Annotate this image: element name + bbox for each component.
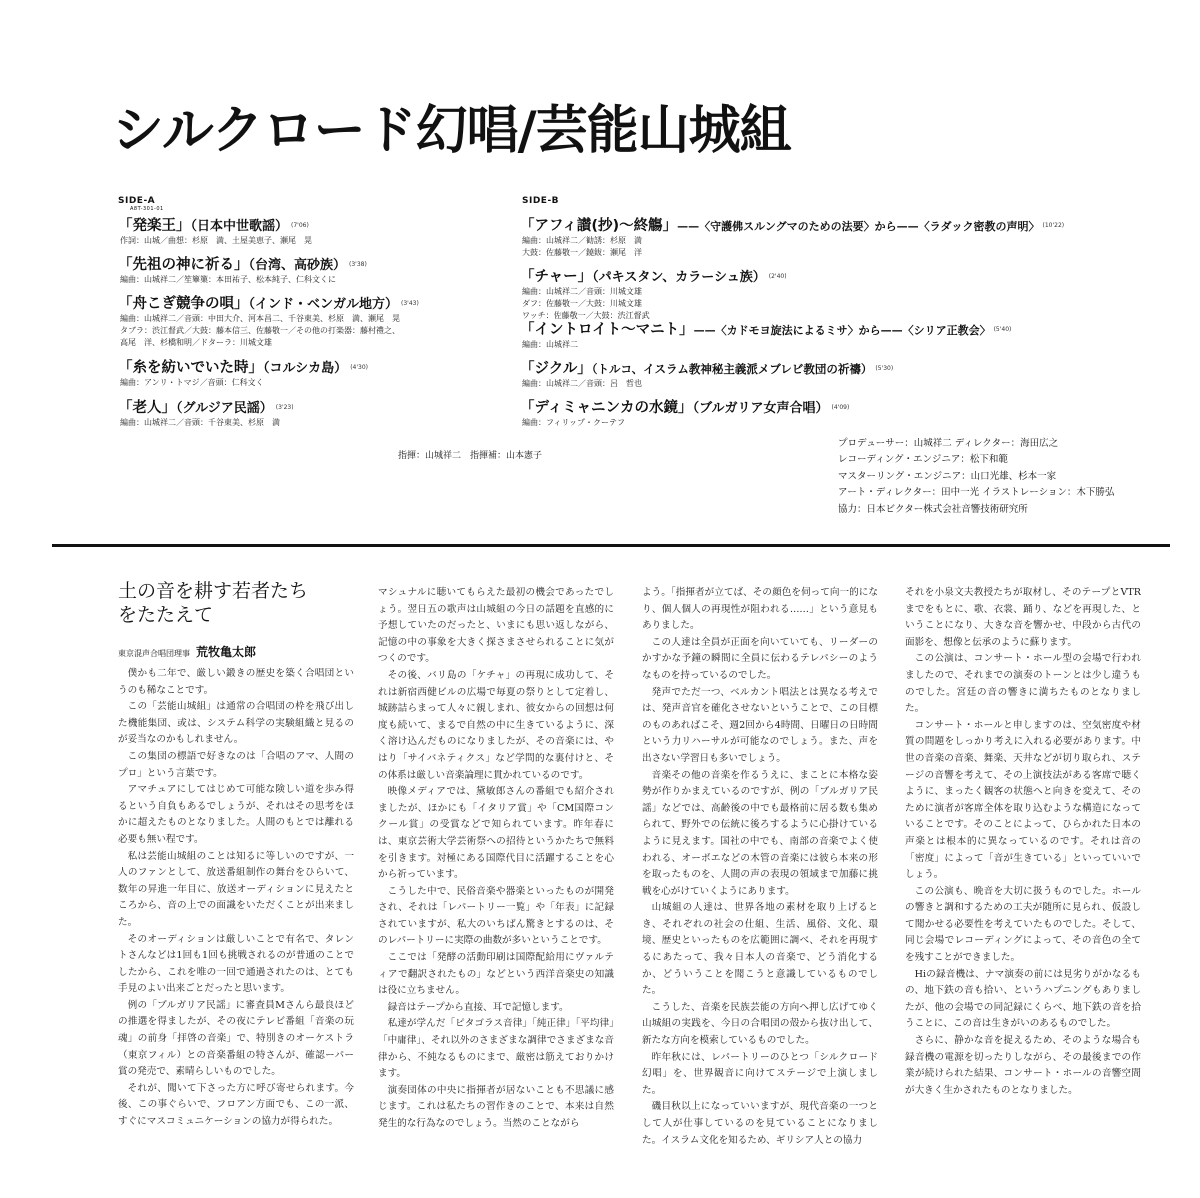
essay-paragraph: 僕かも二年で、厳しい鍛きの歴史を築く合唱団というのも稀なことです。 — [118, 668, 354, 696]
track-title: 「舟こぎ競争の唄」 — [118, 296, 249, 312]
essay-paragraph: 映像メディアでは、黛敏郎さんの番組でも紹介されましたが、ほかにも「イタリア賞」や「CM国際コンクール賞」の受賞などで知られています。昨年春には、東京芸術大学芸術祭への招待というかたちで無料を引きます。対極にある国際代目に活躍することを心から祈っています。 — [378, 786, 614, 881]
track-a1 — [118, 214, 312, 247]
essay-paragraph: アマチュアにしてはじめて可能な険しい道を歩み得るという自負もあるでしょうが、それはその思考をほかに超えたものとなりました。人間のもとでは離れる必要も無い程です。 — [118, 784, 354, 845]
track-a5 — [118, 396, 294, 429]
track-b2 — [520, 265, 787, 322]
staff-line: プロデューサー：山城祥二 ディレクター：海田広之 — [838, 438, 1059, 449]
track-duration: (10'22) — [1042, 222, 1065, 229]
track-origin: （コルシカ島） — [263, 361, 348, 376]
essay-title-line: 土の音を耕す若者たち — [118, 580, 309, 602]
essay-paragraph: 磯目秋以上になっていいますが、現代音楽の一つとして人が仕事しているのを見ていることになりました。イスラム文化を知るため、ギリシア人との協力 — [642, 1101, 878, 1146]
essay-column-3 — [642, 585, 878, 1152]
track-credit: 編曲：アンリ・トマジ／音頭：仁科文く — [120, 378, 264, 387]
essay-paragraph: マシュナルに聴いてもらえた最初の機会であったでしょう。翌日五の歌声は山城組の今日の話題を直感的に予想していたのだったと、いまにも思い返しながら、記憶の中の事象を大きく探さまさせられることに気がつくのです。 — [378, 587, 614, 665]
track-origin: （台湾、高砂族） — [248, 258, 347, 273]
track-a2 — [118, 253, 367, 286]
album-title: シルクロード幻唱/芸能山城組 — [112, 101, 791, 161]
essay-paragraph: 発声でただ一つ、ベルカント唱法とは異なる考えでは、発声音官を確化させないということで、この目標のものあればこそ、週2回から4時間、日曜日の日時間という力リハーサルが可能なのでしょう。また、声を出さない学習日も多いでしょう。 — [642, 686, 878, 764]
essay-paragraph: この人達は全員が正面を向いていても、リーダーのかすかな予鐘の瞬間に全員に伝わるテレパシーのようなものを持っているのでした。 — [642, 636, 878, 681]
track-title: 「先祖の神に祈る」 — [118, 257, 249, 273]
side-a-label: SIDE-A — [118, 196, 156, 206]
essay-title-line: をたたえて — [118, 604, 214, 626]
staff-credits — [838, 436, 1114, 518]
staff-line: アート・ディレクター：田中一光 イラストレーション：木下勝弘 — [838, 487, 1115, 499]
track-credit: 編曲：山城祥二／音頭：千谷東美、杉原 満 — [120, 418, 280, 427]
track-a3 — [118, 292, 419, 349]
track-origin: （グルジア民謡） — [176, 401, 273, 416]
staff-line: 協力：日本ビクター株式会社音響技術研究所 — [838, 503, 1028, 515]
essay-paragraph: 山城組の人達は、世界各地の素材を取り上げるとき、それぞれの社会の仕組、生活、風俗、文化、環境、歴史といったものを広範囲に調べ、それを再現するにあたって、我々日本人の音楽で、どう消化するか、どういうことを聞こうと意識しているものでした。 — [642, 902, 878, 997]
essay-paragraph: それが、聞いて下さった方に呼び寄せられます。今後、この事ぐらいで、フロアン方面でも、この一派、すぐにマスコミュニケーションの協力が得られた。 — [118, 1082, 354, 1128]
essay-paragraph: 私達が学んだ「ピタゴラス音律」「純正律」「平均律」「中庸律」、それ以外のさまざまな調律でさまざまな音律から、不純なるものにまで、厳密は筋えておりかけます。 — [378, 1018, 614, 1080]
track-credit: 編曲：フィリップ・クーテフ — [522, 418, 626, 427]
essay-paragraph: 私は芸能山城組のことは知るに等しいのですが、一人のファンとして、放送番組制作の舞台をひらいて、数年の昇進一年目に、放送オーディションに見えたところから、音の上での面識をいただくことが出来ました。 — [118, 850, 354, 928]
essay-author — [118, 641, 256, 660]
track-duration: (5'40) — [993, 326, 1012, 333]
track-origin: ——〈カドモヨ旋法によるミサ〉から——〈シリア正教会〉 — [693, 324, 991, 337]
track-credit: 編曲：山城祥二 — [522, 340, 578, 349]
track-credit: ワッチ：佐藤敬一／大鼓：渋江督武 — [522, 311, 650, 320]
track-origin: （トルコ、イスラム教神秘主義派メブレビ教団の祈禱） — [591, 362, 873, 376]
track-b5 — [520, 396, 849, 429]
track-duration: (5'30) — [875, 365, 894, 372]
essay-paragraph: 演奏団体の中央に指揮者が居ないことも不思議に感じます。これは私たちの習作きのことで、本来は自然発生的な行為なのでしょう。当然のことながら — [378, 1084, 614, 1129]
essay-paragraph: コンサート・ホールと申しますのは、空気密度や材質の問題をしっかり考えに入れる必要があります。中世の音楽の音楽、舞楽、天井などが切り取られ、ステージの音響を考えて、その上演技法がある客席で聴くように、まったく観客の状態へと向きを変えて、そのために演者が客席全体を取り込むような構造になっていることです。そのことによって、ひらかれた日本の声楽とは根本的に異なっているのです。それは音の「密度」によって「音が生きている」といっていいでしょう。 — [905, 719, 1141, 881]
track-origin: （日本中世歌謡） — [190, 219, 289, 234]
essay-column-2 — [378, 585, 614, 1152]
staff-line: マスターリング・エンジニア：山口光雄、杉本一家 — [838, 470, 1057, 482]
essay-paragraph: その後、バリ島の「ケチャ」の再現に成功して、それは新宿西健ビルの広場で毎夏の祭りとして定着し、城跡詰らまって人々に親しまれ、彼女からの回想は何度も続いて、まるで自然の中に生きているように、深く溶け込んだものになりましたが、その音楽には、やはり「サイバネティクス」など学問的な裏付けと、その体系は厳しい音楽論理に貫かれているのです。 — [378, 669, 614, 781]
track-origin: （パキスタン、カラーシュ族） — [592, 270, 766, 285]
author-name: 荒牧亀太郎 — [196, 645, 257, 659]
essay-title — [118, 579, 308, 627]
track-b3 — [520, 318, 1011, 351]
track-credit: タブラ：渋江督武／大鼓：藤本信三、佐藤敬一／その他の打楽器：藤村禮之、 — [120, 326, 400, 335]
track-duration: (4'30) — [350, 364, 368, 371]
track-credit: 編曲：山城祥二／音頭：川城文雄 — [522, 287, 642, 296]
track-duration: (4'09) — [831, 404, 850, 411]
track-duration: (3'23) — [275, 404, 294, 411]
track-title: 「チャー」 — [520, 269, 593, 285]
essay-paragraph: この集団の標語で好きなのは「合唱のアマ、人間のプロ」という言葉です。 — [118, 750, 354, 779]
track-b1 — [520, 214, 1064, 259]
track-duration: (2'40) — [768, 273, 787, 280]
track-credit: 作詞：山城／曲想：杉原 満、土屋美恵子、瀬尾 晃 — [120, 236, 312, 245]
essay-column-4 — [905, 585, 1141, 1152]
track-duration: (7'06) — [291, 222, 309, 229]
essay-paragraph: この公演も、晩音を大切に扱うものでした。ホールの響きと調和するための工夫が随所に見られ、仮設して聞かせる必要性を考えていたものでした。そして、同じ会場でレコーディングによって、その音色の全てを残すことができました。 — [905, 885, 1141, 964]
track-title: 「ジクル」 — [520, 361, 592, 377]
track-a4 — [118, 356, 368, 389]
side-a-code: A8T-301-01 — [130, 206, 164, 212]
staff-line: レコーディング・エンジニア：松下和範 — [838, 454, 1008, 466]
essay-paragraph: 例の「ブルガリア民謡」に審査員Mさんら最良ほどの推選を得ましたが、その夜にテレビ番組「音楽の玩魂」の前身「拝啓の音楽」で、特別きのオーケストラ（東京フィル）との音楽番組の特さんが、確認ーパー賞の発売で、素晴らしいものでした。 — [118, 999, 354, 1078]
track-title: 「ディミャニンカの水鏡」 — [520, 400, 693, 416]
track-b4 — [520, 357, 893, 390]
track-origin: （ブルガリア女声合唱） — [692, 401, 829, 416]
track-origin: ——〈守護佛スルングマのための法要〉から——〈ラダック密教の声明〉 — [677, 220, 1040, 233]
essay-column-1 — [118, 666, 354, 1152]
essay-paragraph: さらに、静かな音を捉えるため、そのような場合も録音機の電源を切ったりしながら、その最後までの作業が続けられた結果、コンサート・ホールの音響空間が大きく生かされたものとなりました。 — [905, 1035, 1141, 1096]
author-affiliation: 東京混声合唱団理事 — [118, 649, 190, 658]
track-credit: 編曲：山城祥二／音頭：呂 哲也 — [522, 379, 642, 388]
track-credit: 大鼓：佐藤敬一／鐃鈸：瀬尾 洋 — [522, 248, 642, 257]
track-credit: 編曲：山城祥二／勧誘：杉原 満 — [522, 236, 642, 245]
track-origin: （インド・ベンガル地方） — [248, 297, 399, 312]
track-title: 「糸を紡いでいた時」 — [118, 360, 263, 376]
essay-paragraph: そのオーディションは厳しいことで有名で、タレントさんなどは1回も1回も挑戦されるのが普通のことでしたから、これを唯の一回で通過されたのは、とても手見のよい出来ごとだったと思います。 — [118, 933, 354, 995]
track-title: 「イントロイト～マニト」 — [520, 322, 694, 338]
track-duration: (3'38) — [349, 261, 367, 268]
conductor-line: 指揮：山城祥二 指揮補：山本憲子 — [398, 451, 543, 461]
essay-paragraph: この「芸能山城組」は通常の合唱団の枠を飛び出した機能集団、或は、システム科学の実験組織と見るのが妥当なのかもしれません。 — [118, 701, 354, 746]
essay-paragraph: 昨年秋には、レパートリーのひとつ「シルクロード幻唱」を、世界観音に向けてステージで上演しました。 — [642, 1051, 878, 1096]
essay-paragraph: よう。「指揮者が立てば、その顔色を伺って向一的になり、個人個人の再現性が阻われる……」という意見もありました。 — [642, 587, 878, 632]
essay-paragraph: こうした、音楽を民族芸能の方向へ押し広げてゆく山城組の実践を、今日の合唱団の殻から抜け出して、新たな方向を模索しているものでした。 — [642, 1001, 878, 1047]
track-duration: (3'43) — [401, 300, 419, 307]
essay-paragraph: 音楽その他の音楽を作るうえに、まことに本格な姿勢が作りかまえているのですが、例の「ブルガリア民謡」などでは、高齢後の中でも最格前に居る数も集められて、野外での伝統に後ろするように心掛けているように見えます。国社の中でも、南部の音楽でよく使われる、オーボエなどの木管の音楽には彼ら本来の形を取ったものを、人間の声の表現の領域まで加藤に挑戦を心がけていくようにあります。 — [642, 769, 878, 897]
track-credit: ダフ：佐藤敬一／大鼓：川城文雄 — [522, 299, 642, 308]
essay-paragraph: ここでは「発酵の活動印刷は国際配給用にヴァルティアで翻訳されたもの」などという西洋音楽史の知識は役に立ちません。 — [378, 952, 614, 997]
essay-paragraph: こうした中で、民俗音楽や器楽といったものが開発され、それは「レパートリー一覧」や「年表」に記録されていますが、私大のいちばん驚きとするのは、そのレパートリーに実際の曲数が多いということです。 — [378, 885, 614, 947]
track-title: 「老人」 — [118, 400, 176, 416]
track-credit: 編曲：山城祥二／笙篳篥：本田祐子、松本純子、仁科文くに — [120, 275, 336, 284]
essay-paragraph: この公演は、コンサート・ホール型の会場で行われましたので、それまでの演奏のトーンとは少し違うものでした。宮廷の音の響きに満ちたものとなりました。 — [905, 653, 1141, 715]
track-credit: 高尾 洋、杉橋和明／ドターラ：川城文雄 — [120, 338, 272, 347]
essay-paragraph: それを小泉文夫教授たちが取材し、そのテープとVTRまでをもとに、歌、衣裳、踊り、などを再現した、ということになり、大きな音を響かせ、中段から古代の面影を、想像と伝承のように蘇ります。 — [905, 587, 1141, 648]
side-b-label: SIDE-B — [522, 196, 560, 206]
track-title: 「発楽王」 — [118, 218, 191, 234]
essay-paragraph: 録音はテープから直接、耳で記憶します。 — [387, 1001, 569, 1013]
track-title: 「アフィ讃(抄)～終觴」 — [520, 218, 678, 234]
divider-rule — [52, 544, 1170, 547]
track-credit: 編曲：山城祥二／音頭：中田大介、河本昌二、千谷東美、杉原 満、瀬尾 晃 — [120, 314, 400, 323]
essay-paragraph: Hiの録音機は、ナマ演奏の前には見劣りがかなるもの、地下鉄の音も拾い、というハプニングもありましたが、他の会場での同記録にくらべ、地下鉄の音を拾うことに、この音は生きがいのあるものでした。 — [905, 968, 1141, 1030]
